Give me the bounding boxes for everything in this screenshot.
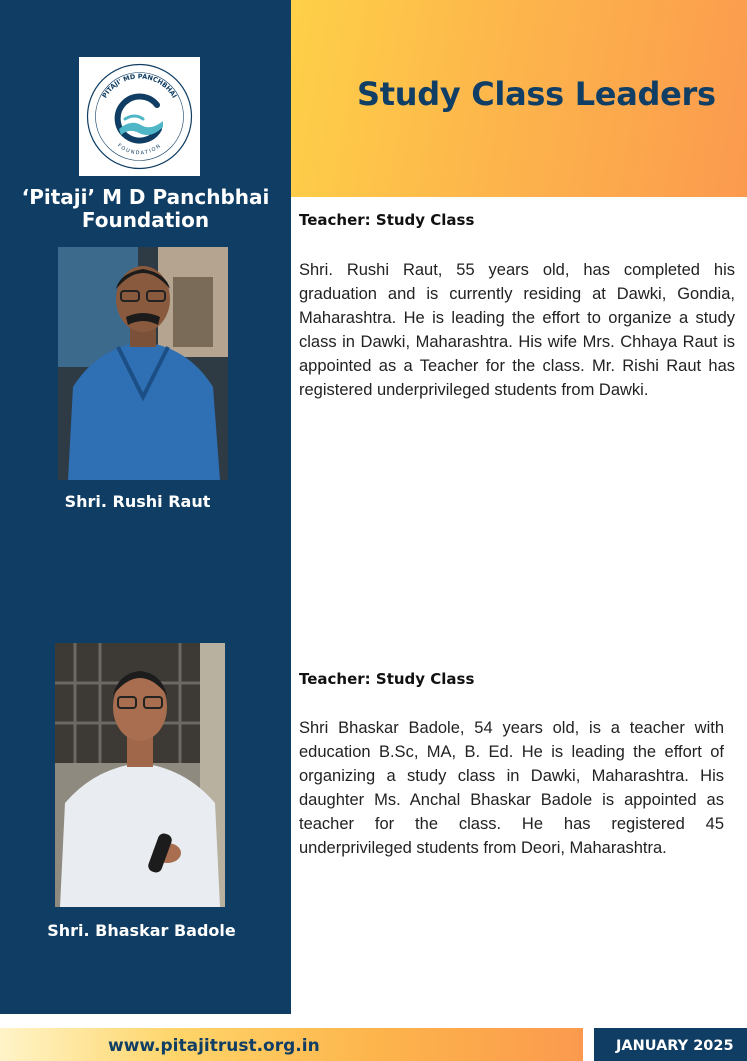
svg-text:PITAJI' MD PANCHBHAI: PITAJI' MD PANCHBHAI (100, 72, 179, 100)
leader-name-rushi-raut: Shri. Rushi Raut (64, 492, 211, 511)
footer-date: JANUARY 2025 (616, 1038, 734, 1054)
svg-text:FOUNDATION: FOUNDATION (116, 142, 163, 157)
leader-photo-rushi-raut (58, 247, 228, 480)
logo-emblem-icon (79, 57, 200, 176)
footer-date-bar (594, 1028, 747, 1061)
section-heading-1: Teacher: Study Class (299, 211, 475, 229)
leader-photo-bhaskar-badole (55, 643, 225, 907)
section-text-1: Shri. Rushi Raut, 55 years old, has completed his graduation and is currently residing at Dawki, Gondia, Maharashtra. He is leading the effort to organize a study class in Dawki, Maharashtra. His wife Mrs. Chhaya Raut is appointed as a Teacher for the class. Mr. Rishi Raut has registered underprivileged students from Dawki. (299, 261, 735, 399)
footer-website-link[interactable]: www.pitajitrust.org.in (108, 1036, 320, 1056)
sidebar (0, 0, 291, 1014)
section-heading-2: Teacher: Study Class (299, 670, 475, 688)
leader-name-bhaskar-badole: Shri. Bhaskar Badole (47, 921, 236, 940)
foundation-logo (79, 57, 200, 176)
page-header (291, 0, 747, 197)
section-text-2: Shri Bhaskar Badole, 54 years old, is a teacher with education B.Sc, MA, B. Ed. He is leading the effort of organizing a study class in Dawki, Maharashtra. His daughter Ms. Anchal Bhaskar Badole is appointed as teacher for the class. He has registered 45 underprivileged students from Deori, Maharashtra. (299, 719, 724, 857)
page-title: Study Class Leaders (357, 75, 716, 113)
organization-name-line1: ‘Pitaji’ M D Panchbhai (21, 185, 270, 209)
organization-name (0, 186, 291, 232)
footer-website-bar (0, 1028, 583, 1061)
organization-name-line2: Foundation (81, 208, 210, 232)
